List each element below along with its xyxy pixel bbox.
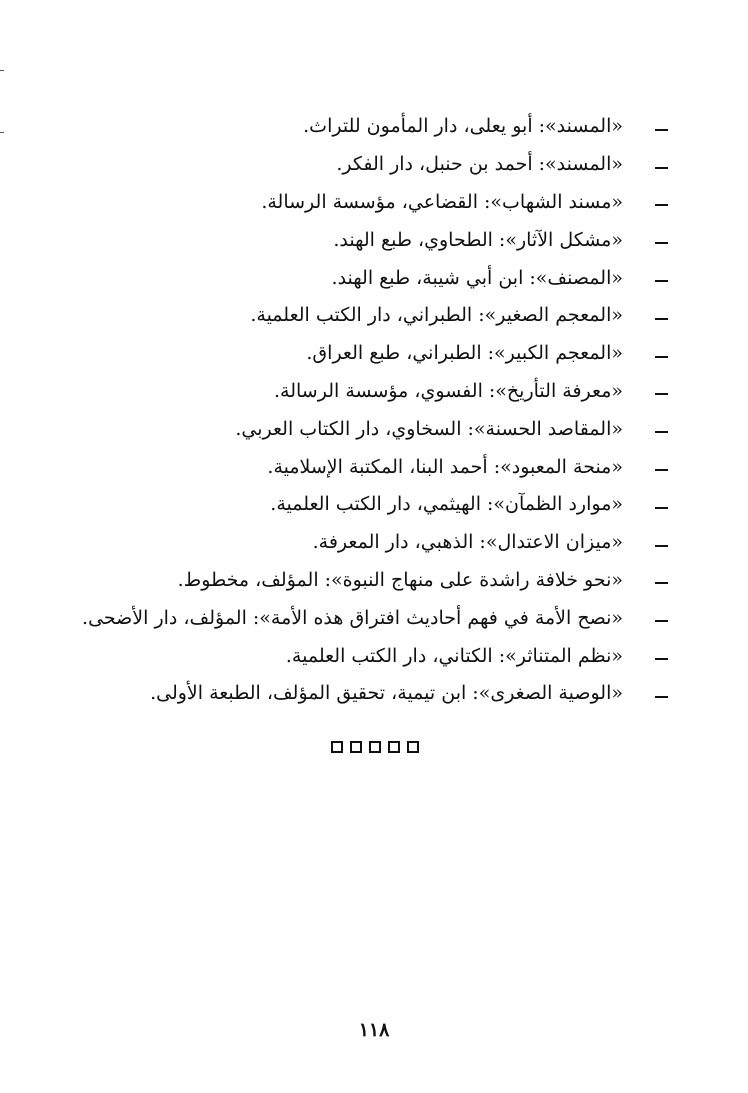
bullet-dash <box>655 658 668 660</box>
bullet-dash <box>655 280 668 282</box>
bullet-dash <box>655 242 668 244</box>
reference-text: «موارد الظمآن»: الهيثمي، دار الكتب العلمية. <box>270 493 623 516</box>
reference-text: «المعجم الكبير»: الطبراني، طبع العراق. <box>306 342 623 365</box>
end-mark-box <box>369 741 381 753</box>
reference-item <box>8 221 668 259</box>
reference-item <box>8 335 668 373</box>
bullet-dash <box>655 167 668 169</box>
page-number: ١١٨ <box>358 1019 390 1041</box>
reference-list <box>8 108 668 713</box>
bullet-dash <box>655 129 668 131</box>
reference-item <box>8 675 668 713</box>
reference-text: «نظم المتناثر»: الكتاني، دار الكتب العلمية. <box>285 644 623 667</box>
reference-text: «مشكل الآثار»: الطحاوي، طبع الهند. <box>333 228 623 251</box>
bullet-dash <box>655 204 668 206</box>
bullet-dash <box>655 620 668 622</box>
reference-item <box>8 562 668 600</box>
reference-text: «نصح الأمة في فهم أحاديث افتراق هذه الأمة»: المؤلف، دار الأضحى. <box>82 606 623 629</box>
reference-item <box>8 448 668 486</box>
bullet-dash <box>655 356 668 358</box>
bullet-dash <box>655 469 668 471</box>
reference-item <box>8 637 668 675</box>
reference-text: «المسند»: أبو يعلى، دار المأمون للتراث. <box>303 115 623 138</box>
reference-item <box>8 373 668 411</box>
bullet-dash <box>655 582 668 584</box>
reference-text: «منحة المعبود»: أحمد البنا، المكتبة الإسلامية. <box>267 455 623 478</box>
bullet-dash <box>655 696 668 698</box>
reference-item <box>8 410 668 448</box>
end-mark-box <box>350 741 362 753</box>
margin-mark <box>0 70 4 71</box>
reference-text: «المعجم الصغير»: الطبراني، دار الكتب العلمية. <box>250 304 623 327</box>
reference-text: «مسند الشهاب»: القضاعي، مؤسسة الرسالة. <box>261 190 623 213</box>
reference-text: «المسند»: أحمد بن حنبل، دار الفكر. <box>336 153 623 176</box>
reference-text: «المصنف»: ابن أبي شيبة، طبع الهند. <box>331 266 623 289</box>
reference-text: «المقاصد الحسنة»: السخاوي، دار الكتاب العربي. <box>235 417 623 440</box>
bullet-dash <box>655 431 668 433</box>
end-mark-box <box>331 741 343 753</box>
bullet-dash <box>655 393 668 395</box>
end-mark-box <box>388 741 400 753</box>
reference-item <box>8 599 668 637</box>
reference-item <box>8 297 668 335</box>
reference-item <box>8 146 668 184</box>
reference-text: «معرفة التأريخ»: الفسوي، مؤسسة الرسالة. <box>274 379 623 402</box>
end-of-section-marks <box>0 741 748 753</box>
bullet-dash <box>655 318 668 320</box>
reference-text: «الوصية الصغرى»: ابن تيمية، تحقيق المؤلف، الطبعة الأولى. <box>150 682 623 705</box>
reference-text: «ميزان الاعتدال»: الذهبي، دار المعرفة. <box>312 531 623 554</box>
reference-text: «نحو خلافة راشدة على منهاج النبوة»: المؤلف، مخطوط. <box>177 568 623 591</box>
reference-item <box>8 108 668 146</box>
reference-item <box>8 486 668 524</box>
bullet-dash <box>655 545 668 547</box>
reference-item <box>8 259 668 297</box>
bullet-dash <box>655 507 668 509</box>
reference-item <box>8 524 668 562</box>
reference-item <box>8 184 668 222</box>
end-mark-box <box>407 741 419 753</box>
margin-mark <box>0 132 4 133</box>
